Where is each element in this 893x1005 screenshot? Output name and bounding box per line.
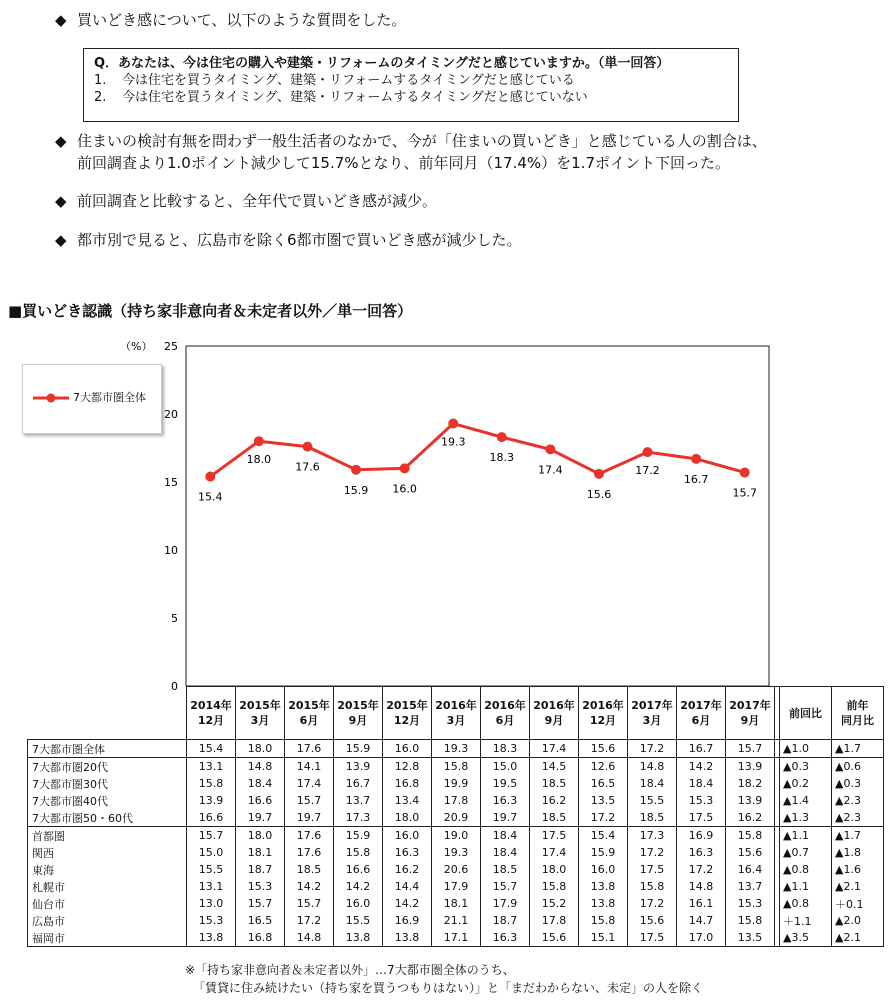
data-table xyxy=(27,686,884,947)
y-tick-label: 10 xyxy=(164,544,178,557)
table-row xyxy=(28,912,884,929)
table-cell: 16.4 xyxy=(726,861,775,878)
table-row xyxy=(28,827,884,845)
table-cell: 15.6 xyxy=(628,912,677,929)
table-cell: 15.5 xyxy=(187,861,236,878)
data-label: 15.7 xyxy=(732,486,757,500)
table-row xyxy=(28,809,884,827)
bullet-text: 買いどき感について、以下のような質問をした。 xyxy=(77,11,407,29)
table-cell: 21.1 xyxy=(432,912,481,929)
row-label: 7大都市圏30代 xyxy=(28,775,187,792)
table-cell: 18.7 xyxy=(481,912,530,929)
table-cell: 15.0 xyxy=(481,758,530,776)
table-cell: 19.5 xyxy=(481,775,530,792)
table-cell: 15.5 xyxy=(628,792,677,809)
table-cell: 16.0 xyxy=(383,827,432,845)
table-cell: 13.9 xyxy=(334,758,383,776)
table-cell: 18.5 xyxy=(628,809,677,827)
data-point xyxy=(400,463,410,473)
table-cell: 13.1 xyxy=(187,758,236,776)
data-label: 15.9 xyxy=(343,483,369,497)
compare-cell: ▲0.3 xyxy=(780,758,832,776)
table-cell: 19.3 xyxy=(432,740,481,758)
table-cell: 15.6 xyxy=(726,844,775,861)
table-cell: 14.2 xyxy=(285,878,334,895)
data-point xyxy=(740,467,750,477)
table-cell: 17.2 xyxy=(579,809,628,827)
y-tick-label: 5 xyxy=(171,612,178,625)
table-corner xyxy=(28,687,187,740)
table-cell: 15.9 xyxy=(334,740,383,758)
data-label: 15.4 xyxy=(198,490,223,504)
data-point xyxy=(448,419,458,429)
table-cell: 16.2 xyxy=(726,809,775,827)
table-cell: 15.2 xyxy=(530,895,579,912)
table-row xyxy=(28,861,884,878)
table-cell: 18.5 xyxy=(285,861,334,878)
compare-cell: ▲1.4 xyxy=(780,792,832,809)
data-label: 16.7 xyxy=(683,472,709,486)
table-cell: 14.4 xyxy=(383,878,432,895)
data-point xyxy=(497,432,507,442)
table-cell: 16.9 xyxy=(677,827,726,845)
table-cell: 14.8 xyxy=(285,929,334,947)
table-cell: 14.8 xyxy=(628,758,677,776)
data-label: 16.0 xyxy=(392,482,417,496)
table-cell: 15.1 xyxy=(579,929,628,947)
table-cell: 18.5 xyxy=(530,775,579,792)
data-label: 17.2 xyxy=(635,464,660,478)
table-cell: 15.7 xyxy=(726,740,775,758)
table-cell: 15.9 xyxy=(334,827,383,845)
table-cell: 16.3 xyxy=(481,929,530,947)
table-cell: 18.4 xyxy=(481,844,530,861)
data-point xyxy=(643,447,653,457)
table-cell: 18.0 xyxy=(236,740,285,758)
column-header: 2017年 6月 xyxy=(677,687,726,740)
table-cell: 16.2 xyxy=(383,861,432,878)
table-cell: 16.9 xyxy=(383,912,432,929)
table-row xyxy=(28,792,884,809)
table-cell: 14.2 xyxy=(383,895,432,912)
table-cell: 19.0 xyxy=(432,827,481,845)
column-header: 2016年 6月 xyxy=(481,687,530,740)
row-label: 関西 xyxy=(28,844,187,861)
table-cell: 16.7 xyxy=(677,740,726,758)
table-cell: 17.6 xyxy=(285,844,334,861)
compare-cell: ▲1.1 xyxy=(780,827,832,845)
bullet-text: 住まいの検討有無を問わず一般生活者のなかで、今が「住まいの買いどき」と感じている人の割合は、 xyxy=(77,132,767,150)
table-cell: 15.8 xyxy=(432,758,481,776)
column-header: 2016年 12月 xyxy=(579,687,628,740)
table-cell: 18.4 xyxy=(481,827,530,845)
table-cell: 17.2 xyxy=(285,912,334,929)
table-cell: 17.8 xyxy=(432,792,481,809)
compare-cell: ▲2.1 xyxy=(832,929,884,947)
table-cell: 14.7 xyxy=(677,912,726,929)
table-cell: 13.8 xyxy=(187,929,236,947)
data-point xyxy=(691,454,701,464)
table-cell: 13.7 xyxy=(726,878,775,895)
table-cell: 16.1 xyxy=(677,895,726,912)
table-cell: 12.8 xyxy=(383,758,432,776)
table-cell: 18.4 xyxy=(628,775,677,792)
table-cell: 13.9 xyxy=(726,758,775,776)
diamond-icon: ◆ xyxy=(55,11,67,29)
table-cell: 17.4 xyxy=(530,740,579,758)
table-cell: 16.7 xyxy=(334,775,383,792)
table-cell: 15.3 xyxy=(677,792,726,809)
diamond-icon: ◆ xyxy=(55,192,67,210)
table-cell: 18.7 xyxy=(236,861,285,878)
table-cell: 16.8 xyxy=(236,929,285,947)
table-cell: 18.0 xyxy=(383,809,432,827)
section-title: ■買いどき認識（持ち家非意向者＆未定者以外／単一回答） xyxy=(8,302,413,320)
column-header: 2015年 9月 xyxy=(334,687,383,740)
compare-cell: ▲0.8 xyxy=(780,895,832,912)
column-header: 2015年 12月 xyxy=(383,687,432,740)
table-cell: 17.6 xyxy=(285,827,334,845)
table-cell: 20.6 xyxy=(432,861,481,878)
table-cell: 17.4 xyxy=(285,775,334,792)
legend-line-marker xyxy=(31,391,71,405)
question-option-1: 1. 今は住宅を買うタイミング、建築・リフォームするタイミングだと感じている xyxy=(94,73,575,88)
row-label: 東海 xyxy=(28,861,187,878)
compare-cell: ▲1.0 xyxy=(780,740,832,758)
table-cell: 17.4 xyxy=(530,844,579,861)
data-label: 18.3 xyxy=(489,451,515,465)
row-label: 首都圏 xyxy=(28,827,187,845)
table-cell: 17.5 xyxy=(530,827,579,845)
table-cell: 17.3 xyxy=(628,827,677,845)
y-tick-label: 0 xyxy=(171,680,178,690)
column-header: 2017年 9月 xyxy=(726,687,775,740)
table-cell: 13.8 xyxy=(579,878,628,895)
table-cell: 16.6 xyxy=(334,861,383,878)
compare-header: 前年 同月比 xyxy=(832,687,884,740)
footnote-1: ※「持ち家非意向者＆未定者以外」…7大都市圏全体のうち、 xyxy=(185,963,515,977)
table-cell: 13.9 xyxy=(726,792,775,809)
series-line xyxy=(210,424,744,477)
table-cell: 14.1 xyxy=(285,758,334,776)
row-label: 7大都市圏50・60代 xyxy=(28,809,187,827)
diamond-icon: ◆ xyxy=(55,132,67,150)
table-cell: 13.8 xyxy=(334,929,383,947)
table-cell: 18.4 xyxy=(236,775,285,792)
data-label: 17.4 xyxy=(538,463,563,477)
compare-cell: ▲3.5 xyxy=(780,929,832,947)
compare-cell: ▲1.3 xyxy=(780,809,832,827)
table-cell: 18.2 xyxy=(726,775,775,792)
table-cell: 18.0 xyxy=(530,861,579,878)
table-cell: 15.8 xyxy=(726,827,775,845)
table-cell: 15.3 xyxy=(726,895,775,912)
data-label: 18.0 xyxy=(246,453,272,467)
compare-cell: ＋1.1 xyxy=(780,912,832,929)
table-row xyxy=(28,929,884,947)
footnote-2: 「賃貸に住み続けたい（持ち家を買うつもりはない）」と「まだわからない、未定」の人を除く xyxy=(193,981,704,995)
table-cell: 13.4 xyxy=(383,792,432,809)
table-cell: 15.5 xyxy=(334,912,383,929)
table-header-row xyxy=(28,687,884,740)
table-cell: 15.8 xyxy=(530,878,579,895)
table-cell: 15.7 xyxy=(236,895,285,912)
y-tick-label: 15 xyxy=(164,476,178,489)
compare-cell: ▲1.8 xyxy=(832,844,884,861)
table-cell: 15.3 xyxy=(187,912,236,929)
table-cell: 16.3 xyxy=(383,844,432,861)
compare-cell: ▲1.6 xyxy=(832,861,884,878)
question-title: Q．あなたは、今は住宅の購入や建築・リフォームのタイミングだと感じていますか。（単一回答） xyxy=(94,56,670,71)
table-cell: 17.8 xyxy=(530,912,579,929)
table-cell: 15.8 xyxy=(334,844,383,861)
row-label: 広島市 xyxy=(28,912,187,929)
bullet-text: 都市別で見ると、広島市を除く6都市圏で買いどき感が減少した。 xyxy=(77,231,522,249)
compare-cell: ▲1.7 xyxy=(832,740,884,758)
y-tick-label: 20 xyxy=(164,408,178,421)
table-cell: 15.7 xyxy=(285,895,334,912)
row-label: 7大都市圏20代 xyxy=(28,758,187,776)
column-header: 2015年 3月 xyxy=(236,687,285,740)
compare-cell: ▲0.3 xyxy=(832,775,884,792)
table-cell: 13.8 xyxy=(579,895,628,912)
table-cell: 18.0 xyxy=(236,827,285,845)
table-cell: 17.2 xyxy=(628,740,677,758)
table-cell: 16.0 xyxy=(579,861,628,878)
table-cell: 15.8 xyxy=(726,912,775,929)
table-cell: 15.0 xyxy=(187,844,236,861)
table-cell: 18.5 xyxy=(530,809,579,827)
table-cell: 17.2 xyxy=(628,844,677,861)
table-cell: 18.4 xyxy=(677,775,726,792)
table-cell: 16.0 xyxy=(334,895,383,912)
y-unit-label: （%） xyxy=(120,340,153,353)
data-point xyxy=(205,472,215,482)
data-label: 19.3 xyxy=(440,435,466,449)
table-cell: 15.7 xyxy=(187,827,236,845)
row-label: 仙台市 xyxy=(28,895,187,912)
question-option-2: 2. 今は住宅を買うタイミング、建築・リフォームするタイミングだと感じていない xyxy=(94,90,588,105)
legend-label: 7大都市圏全体 xyxy=(73,391,146,404)
row-label: 7大都市圏全体 xyxy=(28,740,187,758)
chart-legend xyxy=(22,364,162,434)
table-cell: 16.8 xyxy=(383,775,432,792)
table-cell: 16.6 xyxy=(236,792,285,809)
table-cell: 16.2 xyxy=(530,792,579,809)
table-cell: 17.5 xyxy=(628,929,677,947)
row-label: 札幌市 xyxy=(28,878,187,895)
compare-cell: ▲2.3 xyxy=(832,809,884,827)
table-cell: 15.8 xyxy=(187,775,236,792)
compare-cell: ▲2.1 xyxy=(832,878,884,895)
table-cell: 17.2 xyxy=(677,861,726,878)
table-cell: 19.3 xyxy=(432,844,481,861)
compare-header: 前回比 xyxy=(780,687,832,740)
table-cell: 15.9 xyxy=(579,844,628,861)
table-cell: 18.3 xyxy=(481,740,530,758)
data-point xyxy=(254,436,264,446)
table-cell: 17.9 xyxy=(481,895,530,912)
table-row xyxy=(28,895,884,912)
table-cell: 13.8 xyxy=(383,929,432,947)
column-header: 2016年 9月 xyxy=(530,687,579,740)
table-cell: 15.7 xyxy=(481,878,530,895)
y-tick-label: 25 xyxy=(164,340,178,353)
table-cell: 14.5 xyxy=(530,758,579,776)
table-cell: 13.9 xyxy=(187,792,236,809)
table-cell: 17.5 xyxy=(628,861,677,878)
column-header: 2015年 6月 xyxy=(285,687,334,740)
table-cell: 17.3 xyxy=(334,809,383,827)
data-point xyxy=(302,442,312,452)
table-cell: 16.6 xyxy=(187,809,236,827)
table-cell: 19.7 xyxy=(481,809,530,827)
table-cell: 16.5 xyxy=(236,912,285,929)
bullet-text: 前回調査より1.0ポイント減少して15.7%となり、前年同月（17.4%）を1.7ポイント下回った。 xyxy=(77,154,731,172)
compare-cell: ▲2.0 xyxy=(832,912,884,929)
data-point xyxy=(545,444,555,454)
row-label: 7大都市圏40代 xyxy=(28,792,187,809)
table-cell: 13.1 xyxy=(187,878,236,895)
table-cell: 18.1 xyxy=(236,844,285,861)
table-cell: 15.4 xyxy=(187,740,236,758)
column-header: 2014年 12月 xyxy=(187,687,236,740)
table-cell: 17.6 xyxy=(285,740,334,758)
compare-cell: ▲1.1 xyxy=(780,878,832,895)
table-cell: 14.8 xyxy=(677,878,726,895)
compare-cell: ▲0.2 xyxy=(780,775,832,792)
table-cell: 13.7 xyxy=(334,792,383,809)
table-cell: 14.2 xyxy=(334,878,383,895)
compare-cell: ▲1.7 xyxy=(832,827,884,845)
table-row xyxy=(28,775,884,792)
compare-cell: ＋0.1 xyxy=(832,895,884,912)
table-row xyxy=(28,740,884,758)
table-cell: 13.5 xyxy=(579,792,628,809)
table-cell: 13.0 xyxy=(187,895,236,912)
row-label: 福岡市 xyxy=(28,929,187,947)
table-cell: 15.6 xyxy=(579,740,628,758)
table-row xyxy=(28,844,884,861)
table-cell: 14.8 xyxy=(236,758,285,776)
table-cell: 16.3 xyxy=(481,792,530,809)
table-cell: 14.2 xyxy=(677,758,726,776)
data-point xyxy=(351,465,361,475)
data-point xyxy=(594,469,604,479)
table-cell: 15.7 xyxy=(285,792,334,809)
compare-cell: ▲0.8 xyxy=(780,861,832,878)
table-cell: 15.4 xyxy=(579,827,628,845)
table-cell: 17.9 xyxy=(432,878,481,895)
table-row xyxy=(28,878,884,895)
table-cell: 20.9 xyxy=(432,809,481,827)
table-cell: 15.8 xyxy=(628,878,677,895)
table-cell: 15.3 xyxy=(236,878,285,895)
compare-cell: ▲0.7 xyxy=(780,844,832,861)
table-cell: 19.7 xyxy=(285,809,334,827)
column-header: 2016年 3月 xyxy=(432,687,481,740)
table-cell: 17.2 xyxy=(628,895,677,912)
table-cell: 13.5 xyxy=(726,929,775,947)
table-cell: 16.3 xyxy=(677,844,726,861)
table-cell: 12.6 xyxy=(579,758,628,776)
plot-area xyxy=(186,346,769,686)
table-cell: 15.6 xyxy=(530,929,579,947)
bullet-text: 前回調査と比較すると、全年代で買いどき感が減少。 xyxy=(77,192,438,210)
table-cell: 15.8 xyxy=(579,912,628,929)
table-cell: 16.5 xyxy=(579,775,628,792)
table-cell: 17.5 xyxy=(677,809,726,827)
table-cell: 16.0 xyxy=(383,740,432,758)
data-label: 17.6 xyxy=(295,460,320,474)
compare-cell: ▲0.6 xyxy=(832,758,884,776)
table-cell: 19.9 xyxy=(432,775,481,792)
diamond-icon: ◆ xyxy=(55,231,67,249)
table-cell: 17.0 xyxy=(677,929,726,947)
table-cell: 18.5 xyxy=(481,861,530,878)
table-row xyxy=(28,758,884,776)
table-cell: 19.7 xyxy=(236,809,285,827)
table-cell: 18.1 xyxy=(432,895,481,912)
column-header: 2017年 3月 xyxy=(628,687,677,740)
compare-cell: ▲2.3 xyxy=(832,792,884,809)
table-cell: 17.1 xyxy=(432,929,481,947)
data-label: 15.6 xyxy=(586,487,612,501)
